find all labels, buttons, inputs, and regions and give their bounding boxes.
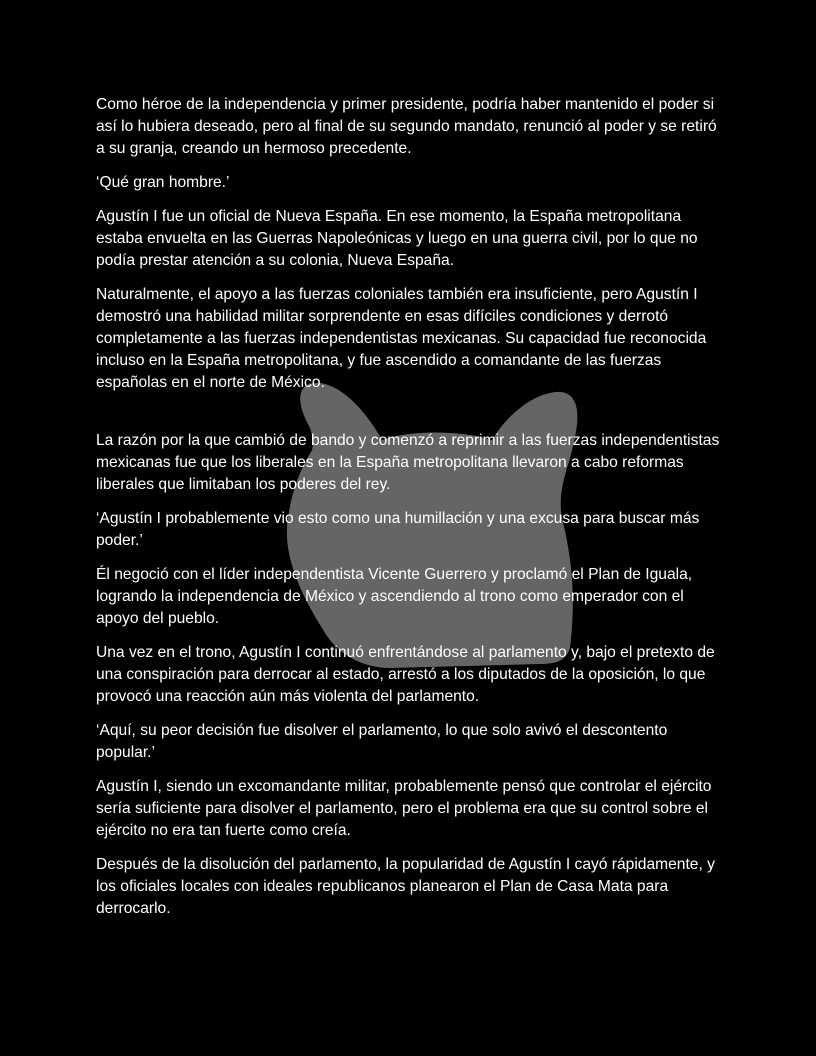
document-body bbox=[96, 94, 726, 932]
paragraph: Agustín I, siendo un excomandante militar, probablemente pensó que controlar el ejército sería suficiente para disolver el parlamento, pero el problema era que su control sobre el ejército no era tan fuerte como creía. bbox=[96, 778, 712, 839]
paragraph: Como héroe de la independencia y primer presidente, podría haber mantenido el poder si así lo hubiera deseado, pero al final de su segundo mandato, renunció al poder y se retiró a su granja, creando un hermoso precedente. bbox=[96, 96, 717, 157]
paragraph: Naturalmente, el apoyo a las fuerzas coloniales también era insuficiente, pero Agustín I demostró una habilidad militar sorprendente en esas difíciles condiciones y derrotó completamente a las fuerzas independentistas mexicanas. Su capacidad fue reconocida incluso en la España metropolitana, y fue ascendido a comandante de las fuerzas españolas en el norte de México. bbox=[96, 286, 707, 391]
paragraph: La razón por la que cambió de bando y comenzó a reprimir a las fuerzas independentistas mexicanas fue que los liberales en la España metropolitana llevaron a cabo reformas liberales que limitaban los poderes del rey. bbox=[96, 432, 720, 493]
paragraph: ‘Agustín I probablemente vio esto como una humillación y una excusa para buscar más poder.’ bbox=[96, 510, 700, 549]
paragraph: ‘Aquí, su peor decisión fue disolver el parlamento, lo que solo avivó el descontento popular.’ bbox=[96, 722, 668, 761]
paragraph: Una vez en el trono, Agustín I continuó enfrentándose al parlamento y, bajo el pretexto de una conspiración para derrocar al estado, arrestó a los diputados de la oposición, lo que provocó una reacción aún más violenta del parlamento. bbox=[96, 644, 715, 705]
paragraph: ‘Qué gran hombre.’ bbox=[96, 174, 230, 191]
paragraph: Agustín I fue un oficial de Nueva España. En ese momento, la España metropolitana estaba envuelta en las Guerras Napoleónicas y luego en una guerra civil, por lo que no podía prestar atención a su colonia, Nueva España. bbox=[96, 208, 698, 269]
paragraph: Después de la disolución del parlamento, la popularidad de Agustín I cayó rápidamente, y los oficiales locales con ideales republicanos planearon el Plan de Casa Mata para derrocarlo. bbox=[96, 856, 715, 917]
paragraph: Él negoció con el líder independentista Vicente Guerrero y proclamó el Plan de Iguala, logrando la independencia de México y ascendiendo al trono como emperador con el apoyo del pueblo. bbox=[96, 566, 693, 627]
